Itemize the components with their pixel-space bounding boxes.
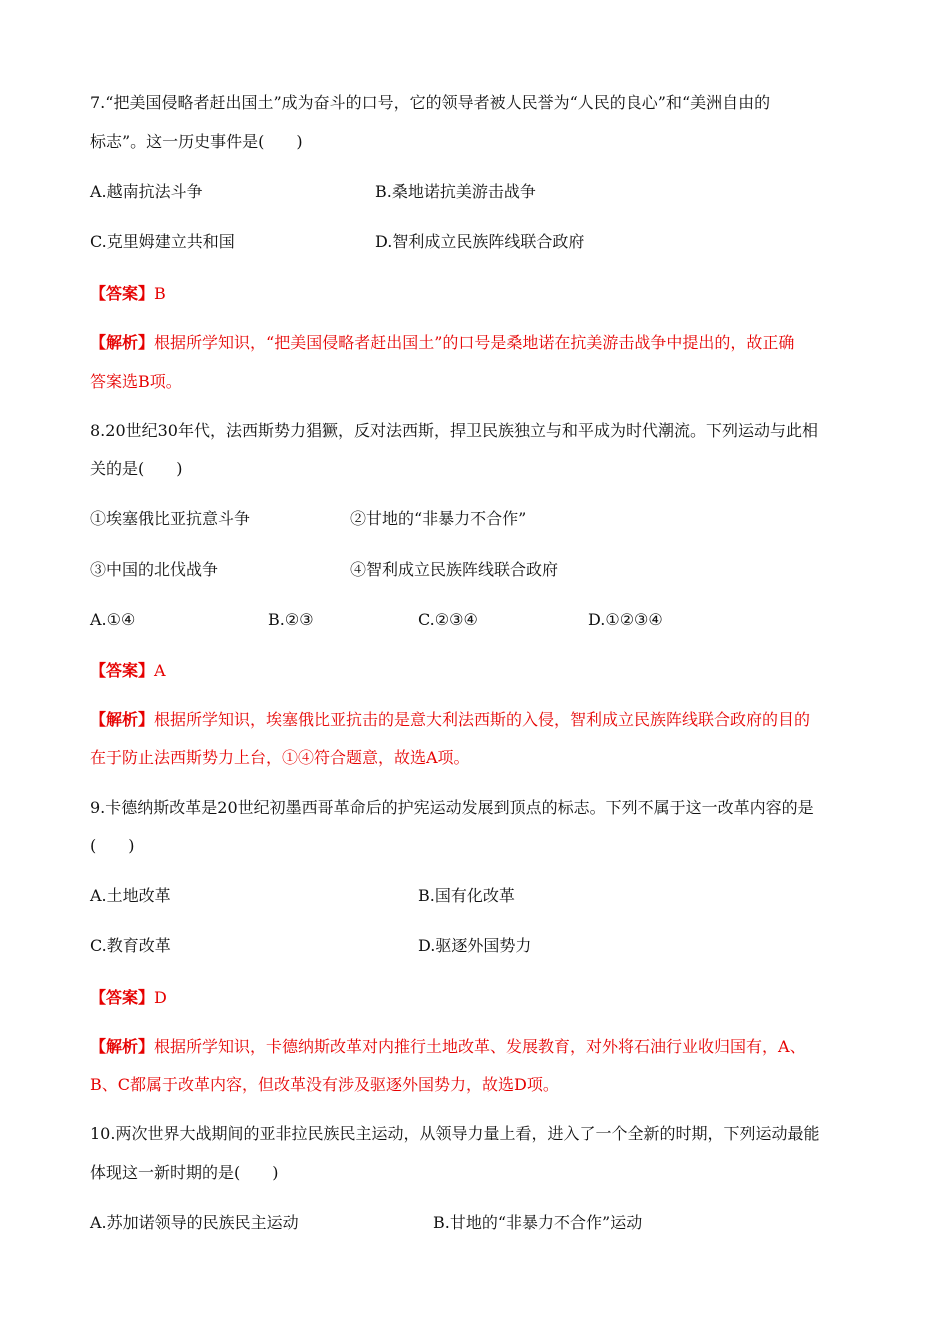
- q8-answer: [90, 659, 166, 683]
- q10-option-b: B.甘地的“非暴力不合作”运动: [433, 1213, 643, 1232]
- q9-option-d: D.驱逐外国势力: [418, 936, 532, 955]
- q9-option-b: B.国有化改革: [418, 886, 515, 905]
- q8-stem-line2: 关的是( ): [90, 459, 183, 478]
- q8-option-a: A.①④: [90, 610, 136, 629]
- q10-option-a: A.苏加诺领导的民族民主运动: [90, 1213, 299, 1232]
- q7-analysis-text1: 根据所学知识，“把美国侵略者赶出国土”的口号是桑地诺在抗美游击战争中提出的，故正确: [154, 333, 795, 352]
- q8-option-b: B.②③: [268, 610, 314, 629]
- q9-stem-line1: 9.卡德纳斯改革是20世纪初墨西哥革命后的护宪运动发展到顶点的标志。下列不属于这一改革内容的是: [90, 798, 814, 817]
- q7-option-a: A.越南抗法斗争: [90, 182, 203, 201]
- q8-analysis-line2: 在于防止法西斯势力上台，①④符合题意，故选A项。: [90, 748, 470, 767]
- q8-analysis-line1: [90, 708, 810, 732]
- q8-analysis-text1: 根据所学知识，埃塞俄比亚抗击的是意大利法西斯的入侵，智利成立民族阵线联合政府的目的: [154, 710, 811, 729]
- q9-answer-tag: 【答案】: [90, 988, 155, 1007]
- q7-answer-tag: 【答案】: [90, 284, 155, 303]
- q10-stem-line2: 体现这一新时期的是( ): [90, 1163, 279, 1182]
- q8-stem-line1: 8.20世纪30年代，法西斯势力猖獗，反对法西斯，捍卫民族独立与和平成为时代潮流。下列运动与此相: [90, 421, 818, 440]
- q8-item-4: ④智利成立民族阵线联合政府: [350, 560, 559, 579]
- q9-stem-line2: ( ): [90, 836, 135, 855]
- q7-answer: [90, 282, 166, 306]
- q9-option-a: A.土地改革: [90, 886, 171, 905]
- q7-analysis-line1: [90, 331, 794, 355]
- q7-analysis-line2: 答案选B项。: [90, 372, 182, 391]
- q7-option-c: C.克里姆建立共和国: [90, 232, 235, 251]
- q8-item-2: ②甘地的“非暴力不合作”: [350, 509, 527, 528]
- q9-analysis-text1: 根据所学知识，卡德纳斯改革对内推行土地改革、发展教育，对外将石油行业收归国有，A、: [154, 1037, 806, 1056]
- q9-option-c: C.教育改革: [90, 936, 171, 955]
- q8-item-1: ①埃塞俄比亚抗意斗争: [90, 509, 251, 528]
- q8-answer-tag: 【答案】: [90, 661, 155, 680]
- q9-answer-value: D: [154, 988, 167, 1007]
- q8-option-c: C.②③④: [418, 610, 478, 629]
- q8-option-d: D.①②③④: [588, 610, 663, 629]
- q7-option-d: D.智利成立民族阵线联合政府: [375, 232, 585, 251]
- q7-stem-line2: 标志”。这一历史事件是( ): [90, 132, 303, 151]
- q8-analysis-tag: 【解析】: [90, 710, 155, 729]
- q10-stem-line1: 10.两次世界大战期间的亚非拉民族民主运动，从领导力量上看，进入了一个全新的时期，下列运动最能: [90, 1124, 820, 1143]
- q9-answer: [90, 986, 167, 1010]
- q9-analysis-tag: 【解析】: [90, 1037, 155, 1056]
- q7-analysis-tag: 【解析】: [90, 333, 155, 352]
- q8-item-3: ③中国的北伐战争: [90, 560, 219, 579]
- q9-analysis-line1: [90, 1035, 806, 1059]
- q7-option-b: B.桑地诺抗美游击战争: [375, 182, 536, 201]
- q7-answer-value: B: [154, 284, 166, 303]
- q8-answer-value: A: [154, 661, 166, 680]
- q9-analysis-line2: B、C都属于改革内容，但改革没有涉及驱逐外国势力，故选D项。: [90, 1075, 559, 1094]
- q7-stem-line1: 7.“把美国侵略者赶出国土”成为奋斗的口号，它的领导者被人民誉为“人民的良心”和“美洲自由的: [90, 93, 771, 112]
